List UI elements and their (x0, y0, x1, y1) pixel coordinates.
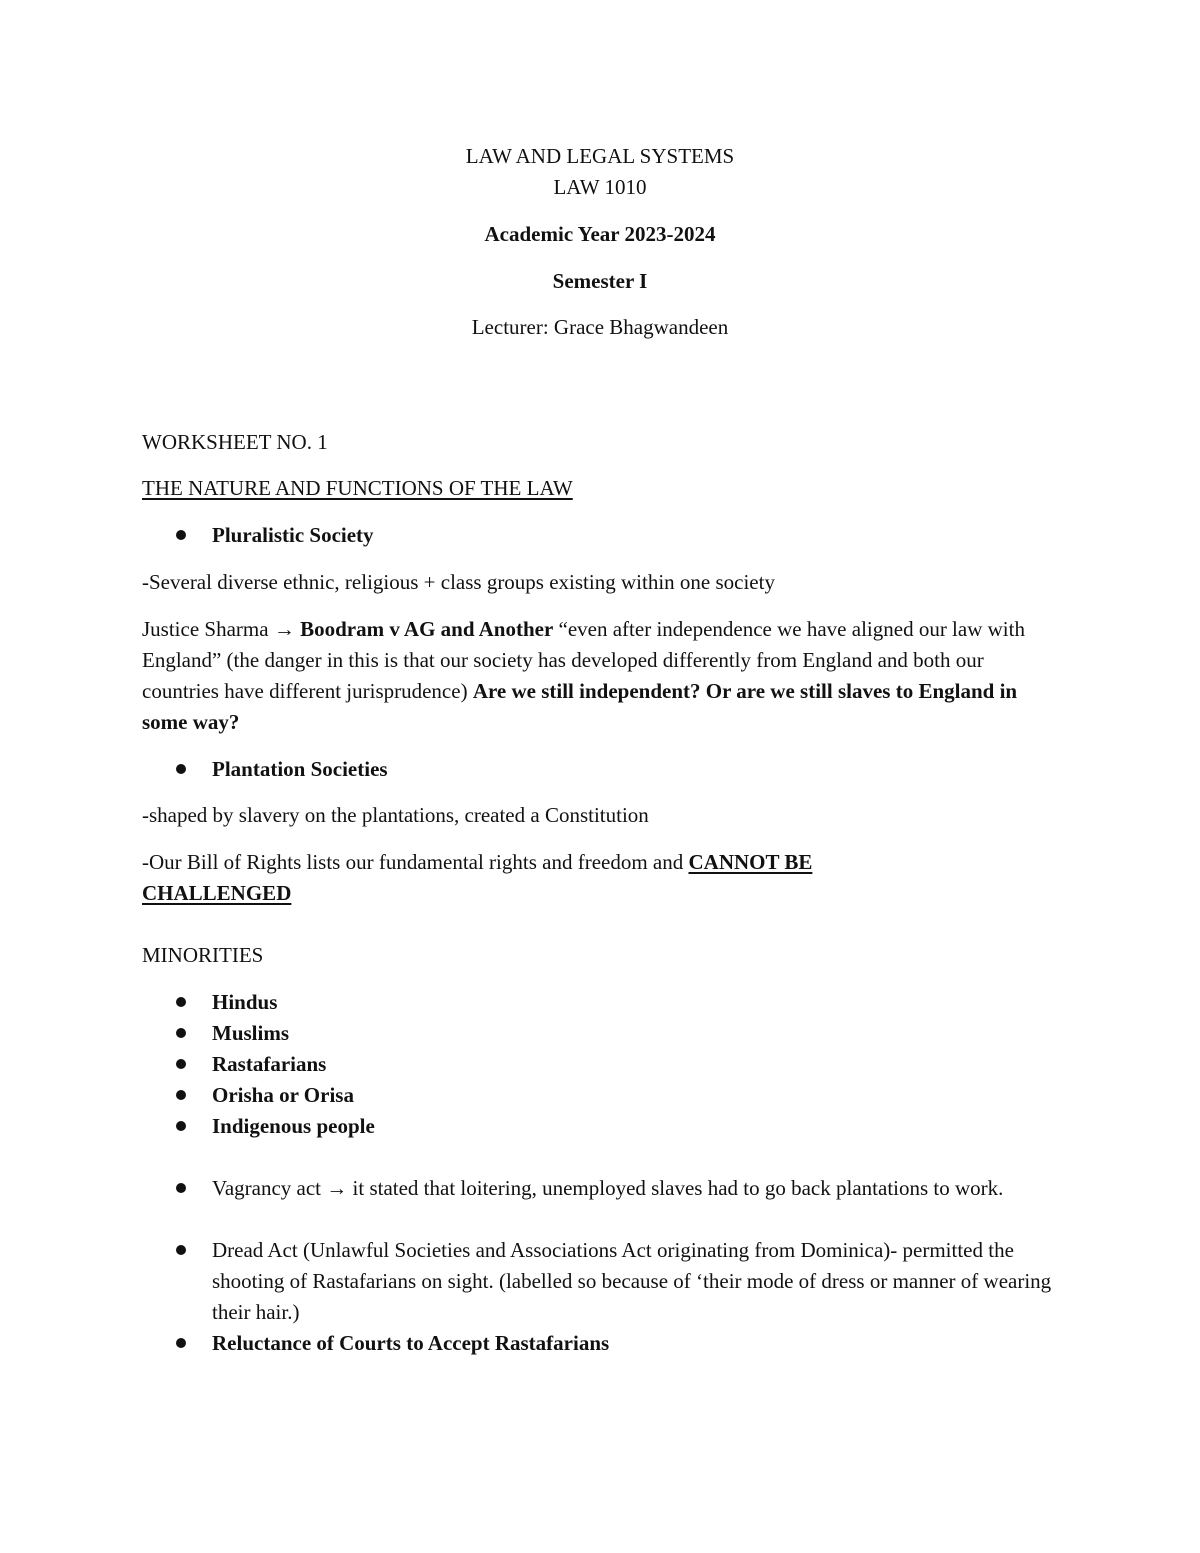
boodram-paragraph (142, 614, 1062, 738)
reluctance-item: Reluctance of Courts to Accept Rastafarians (212, 1331, 610, 1355)
course-code: LAW 1010 (553, 175, 647, 199)
case-name: Boodram v AG and Another (300, 617, 554, 641)
lecturer: Lecturer: Grace Bhagwandeen (471, 315, 729, 339)
dread-act-item: Dread Act (Unlawful Societies and Associations Act originating from Dominica)- permitted the shooting of Rastafarians on sight. (labelled so because of ‘their mode of dress or manner of wearing their hair.) (212, 1238, 1052, 1324)
vagrancy-act-name: Vagrancy act (212, 1176, 322, 1200)
academic-year: Academic Year 2023-2024 (484, 222, 716, 246)
bullet-icon (176, 530, 186, 540)
bill-of-rights-text: -Our Bill of Rights lists our fundamental rights and freedom and (142, 850, 689, 874)
minority-item: Rastafarians (212, 1052, 327, 1076)
arrow-right-icon: → (273, 617, 295, 641)
minority-item: Muslims (212, 1021, 290, 1045)
bullet-icon (176, 1183, 186, 1193)
bill-of-rights-paragraph (142, 847, 922, 909)
bullet-icon (176, 1059, 186, 1069)
vagrancy-act-item (212, 1173, 1062, 1204)
pluralistic-definition: -Several diverse ethnic, religious + class groups existing within one society (142, 570, 775, 594)
bullet-icon (176, 1121, 186, 1131)
pluralistic-heading: Pluralistic Society (212, 523, 374, 547)
justice-name: Justice Sharma (142, 617, 269, 641)
minorities-heading: MINORITIES (142, 943, 264, 967)
independence-question: Are we still independent? Or are we still slaves to England in some way? (142, 679, 1018, 734)
bullet-icon (176, 1338, 186, 1348)
minority-item: Indigenous people (212, 1114, 375, 1138)
arrow-right-icon: → (326, 1176, 348, 1200)
bullet-icon (176, 764, 186, 774)
vagrancy-act-text: it stated that loitering, unemployed slaves had to go back plantations to work. (347, 1176, 1004, 1200)
bullet-icon (176, 1245, 186, 1255)
minority-item: Orisha or Orisa (212, 1083, 354, 1107)
plantation-line-1: -shaped by slavery on the plantations, created a Constitution (142, 803, 649, 827)
bullet-icon (176, 1028, 186, 1038)
worksheet-number: WORKSHEET NO. 1 (142, 430, 328, 454)
course-title: LAW AND LEGAL SYSTEMS (465, 144, 735, 168)
cannot-be-challenged: CANNOT BE CHALLENGED (142, 850, 813, 905)
plantation-heading: Plantation Societies (212, 757, 388, 781)
bullet-icon (176, 1090, 186, 1100)
minority-item: Hindus (212, 990, 278, 1014)
worksheet-topic: THE NATURE AND FUNCTIONS OF THE LAW (142, 476, 573, 500)
case-quote: “even after independence we have aligned our law with England” (the danger in this is that our society has developed differently from England and both our countries have different jurisprudence) (142, 617, 1025, 703)
bullet-icon (176, 997, 186, 1007)
semester: Semester I (552, 269, 648, 293)
